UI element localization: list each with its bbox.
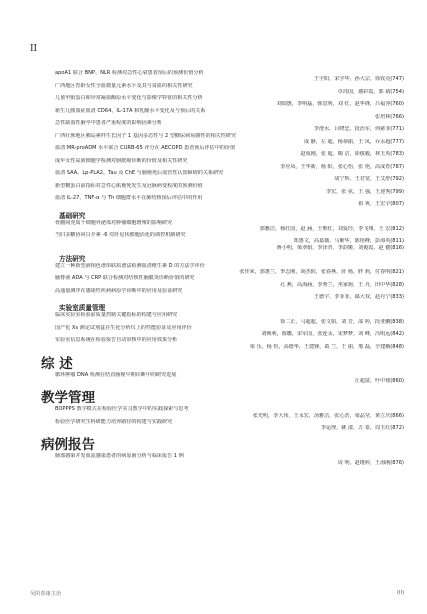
entry-authors: 蒋小明，梁翠娟，李泽青，李韵姬，刘俊霞，赵 健(816) [276,244,404,251]
entry-title: 血清 IL-27、TNF-α 与 Th 细胞群水平在肺结核预后评估中的作用 [55,195,203,201]
toc-entry[interactable] [41,288,404,301]
toc-entry[interactable] [41,263,404,276]
page-footer [30,590,404,597]
entry-authors: 王德宇，李菲菲，鄢大双，赵丹宁(833) [313,294,404,300]
entry-title: 骨髓间充质干细胞外泌体对肿瘤细胞增殖的影响研究 [55,219,173,226]
entry-title: 血清 MR-proADM 水平联合 CURB-65 评分在 AECOPD 患者预后评估中的价值 [55,145,236,151]
toc-entry[interactable] [41,453,404,466]
entry-authors: 卓玮国，谢彩霞，郭 婧(754) [337,88,404,95]
entry-title: 成年女性尿液细胞学检测对膀胱癌诊断的价值及相关性研究 [55,157,188,164]
section-heading: 教学管理 [41,390,95,407]
toc-entry[interactable] [41,195,404,208]
entry-title: 实验室信息系统在检验报告自动审核中的应用效果分析 [55,337,178,344]
entry-authors: 赵成刚，张 超，陶 洁，徐俊毅，林玉英(783) [300,151,404,158]
toc-entry[interactable] [41,70,404,83]
entry-title: 肺部感染并发血流感染患者的病原菌分析与临床报告 1 例 [55,453,184,460]
toc-entry[interactable] [41,372,404,385]
entry-authors: 李应凤，王华新，杨 阳，张心怡，张 艳，高成育(787) [280,163,404,170]
section-heading: 综 述 [41,355,73,372]
footer-left: 吴阶春康主治 [30,591,62,597]
toc-entry[interactable] [41,232,404,245]
toc-entry[interactable] [41,133,404,146]
toc-entry[interactable] [41,83,404,96]
entry-authors: 周 明，赵瑾婷，王海刚(876) [337,459,404,466]
entry-authors: 成 静，左 超，杨恭丽，王 凤，乔永超(777) [303,138,404,145]
entry-title: 新型糖蛋白前指标对急性心肌梗死发生及冠脉病变程度的预测价值 [55,182,203,189]
entry-title: 广西地区育龄女性全血微量元素水平及其与贫血的相关性研究 [55,82,193,89]
toc-entry[interactable] [41,108,404,121]
entry-title: 广西壮族地区胰岛素样生长因子 1 基因多态性与 2 型糖尿病易感性的相关性研究 [55,132,237,139]
section-heading: 基础研究 [59,211,86,220]
entry-authors: 李宏，张 弦，王 强，王迎秀(799) [325,188,404,195]
entry-title: apoA1 联合 BNP、NLR 检测对急性心衰患者预后的预测价值分析 [55,70,204,76]
toc-entry[interactable] [41,145,404,158]
entry-authors: 丘超富，叶中球(860) [354,378,404,384]
toc-entry[interactable] [41,95,404,108]
entry-title: 当归多糖协同白介素 -6 对肝星状细胞活化的调控机制研究 [55,232,186,238]
entry-authors: 胡宁辉，王君宽，王艾舒(792) [334,176,404,183]
entry-title: BOPPPS 教学模式在检验医学实习教学中的实践探索与思考 [55,406,189,413]
toc-entry[interactable] [41,325,404,338]
entry-title: 急性缺血性脑卒中患者严重程度的影响因素分析 [55,120,162,126]
entry-authors: 孔 燕，高海涵，李秀兰，巫家驹，王 丹，田中华(828) [280,281,404,288]
entry-title: 儿童甲胎蛋白和异常凝血酶原水平变化与影像学特征的相关性分析 [55,95,203,101]
toc-entry[interactable] [41,406,404,419]
entry-authors: 梁 乐，杨 恒，高德华，王建锋，葛 兰，王 丽，邢 磊，辛建娥(848) [249,343,404,350]
toc-entry[interactable] [41,183,404,196]
entry-authors: 李澄水，吕晓忠，段治军，何慈菲(771) [313,126,404,133]
toc-entry[interactable] [41,170,404,183]
toc-entry[interactable] [41,120,404,133]
entry-authors: 王宇阳，宋学华，孙大宗，徐钦亮(747) [313,76,404,83]
toc-entry[interactable] [41,312,404,325]
toc-entry[interactable] [41,158,404,171]
entry-title: 检验医学研究生科研能力培养路径的构建与实践研究 [55,418,173,425]
table-of-contents [41,70,404,466]
entry-authors: 徐二正，马超超，张文娟，刘 芳，邵 婷，段亚鹏(838) [280,318,404,325]
entry-authors: 刘焕利，陈娜，宋军国，张连永，宋梦梦，刘 峰，冯明远(842) [261,331,404,337]
toc-entry[interactable] [41,245,404,251]
section-heading: 实验室质量管理 [59,304,106,313]
entry-authors: 张佳荣，郭惠兰，季志刚，胡杰阳，张春燕，肝 杨，胖 莉，付春明(821) [239,269,404,275]
entry-authors: 郑惠文，高嘉薇，马紫华，陈艳峰，彭海英(811) [293,238,404,245]
entry-title: 临床实验室检验前质量控制关键指标的构建与应用研究 [55,312,178,319]
entry-title: 血清 SAA、Lp-PLA2、Tau 及 ChE 与脑梗死后血管性认知障碍的关系研究 [55,170,224,176]
toc-entry[interactable] [41,337,404,350]
entry-title: 高通量测序在感染性疾病病原学诊断中的应用及验证研究 [55,287,183,294]
entry-authors: 张培林(766) [375,113,404,120]
section-heading: 病例报告 [41,437,95,454]
section-heading: 方法研究 [59,254,86,263]
entry-authors: 李运理，姚 漾，万 泰，周玉红(872) [320,425,404,431]
entry-title: 脑脊液 ADA 与 CRP 联合检测对结核性脑膜炎诊断价值的研究 [55,275,195,282]
entry-authors: 祖 爽，王宏宇(807) [358,201,404,208]
entry-authors: 刘瑞惠，李明磊，韩思明，刘 红，赵华锋，吕福容(760) [276,101,404,108]
entry-authors: 郭雅洁，杨红国，赵 涵，王唯红，刘爱玲，李飞翔，王 宏(812) [259,225,404,232]
toc-entry[interactable] [41,275,404,288]
entry-title: 国产化 Xs 测定试剂盒在生化分析仪上的性能验证及应用评价 [55,324,192,331]
toc-entry[interactable] [41,419,404,432]
page-folio: II [30,44,38,54]
entry-title: 建立一种新型液相色谱串联质谱法检测血清维生素 D 的方法学评价 [55,262,205,269]
footer-right: (II) [396,590,404,596]
entry-title: 新生儿脓血症血清 CD64、IL-17A 和乳酸水平变化及与预后的关系 [55,107,206,114]
entry-authors: 张光明，李大伟，王永宏，汤雅洁，张心浩，梁晶莹，黄立庆(866) [252,412,404,419]
toc-entry[interactable] [41,220,404,233]
entry-title: 循环肿瘤 DNA 检测在结直肠癌早期诊断中的研究进展 [55,371,177,378]
